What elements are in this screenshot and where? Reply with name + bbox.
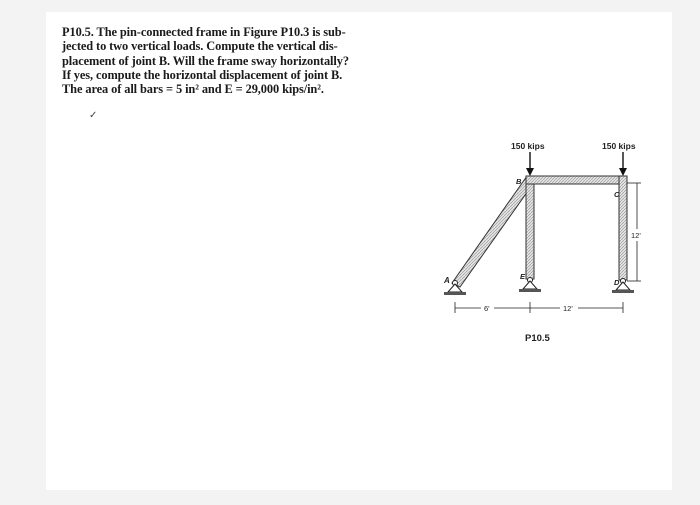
load-arrow-c bbox=[619, 152, 627, 176]
load-arrow-b bbox=[526, 152, 534, 176]
problem-line: placement of joint B. Will the frame sway horizontally? bbox=[62, 53, 349, 68]
member-cd bbox=[619, 176, 627, 280]
height-dimension-label: 12' bbox=[631, 231, 641, 240]
member-ab bbox=[452, 176, 535, 287]
load-label-c: 150 kips bbox=[602, 141, 636, 151]
problem-line: P10.5. The pin-connected frame in Figure P10.3 is sub- bbox=[62, 25, 346, 39]
joint-label-b: B bbox=[516, 177, 522, 186]
member-bc bbox=[526, 176, 627, 184]
frame-members bbox=[452, 176, 627, 287]
joint-label-a: A bbox=[444, 276, 450, 285]
check-mark: ✓ bbox=[89, 110, 98, 121]
figure-caption: P10.5 bbox=[525, 333, 550, 344]
problem-line: jected to two vertical loads. Compute the vertical dis- bbox=[62, 39, 338, 54]
member-be bbox=[526, 177, 534, 279]
joint-label-e: E bbox=[520, 272, 526, 281]
dimension-label-left: 6' bbox=[484, 304, 490, 313]
problem-line: If yes, compute the horizontal displacement of joint B. bbox=[62, 67, 343, 82]
joint-label-d: D bbox=[614, 278, 620, 287]
problem-line: The area of all bars = 5 in² and E = 29,000 kips/in². bbox=[62, 82, 324, 97]
load-label-b: 150 kips bbox=[511, 141, 545, 151]
dimension-label-right: 12' bbox=[563, 304, 573, 313]
joint-label-c: C bbox=[614, 190, 620, 199]
horizontal-dimension bbox=[455, 302, 623, 313]
